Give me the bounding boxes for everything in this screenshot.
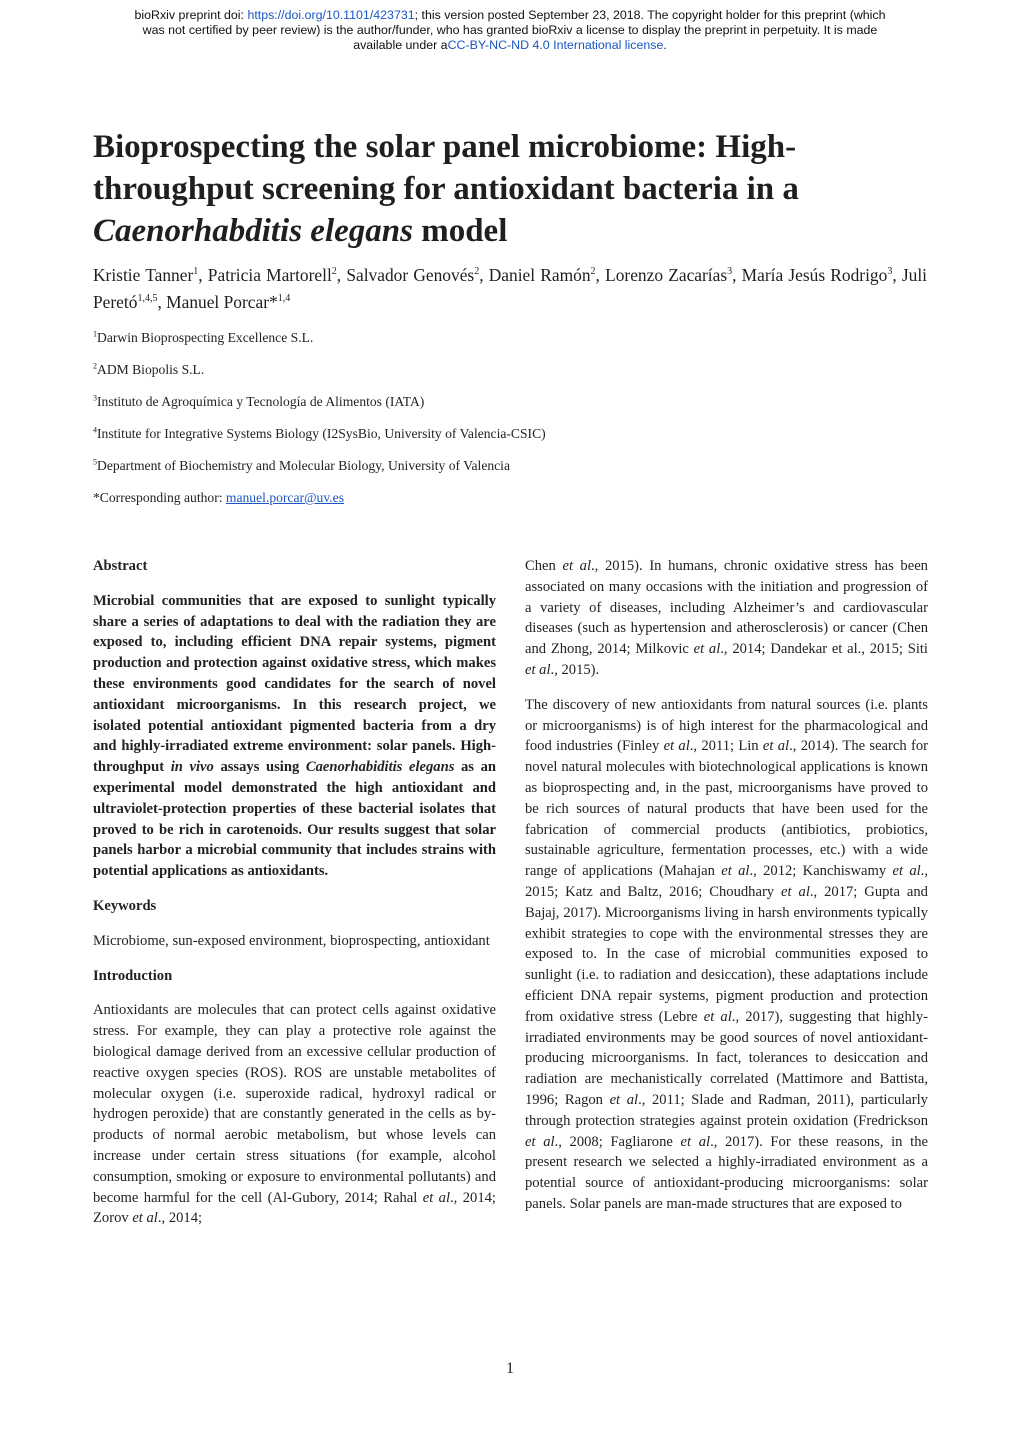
- banner-line-3: available under aCC-BY-NC-ND 4.0 International license.: [353, 38, 667, 52]
- author-name: Kristie Tanner: [93, 265, 194, 285]
- author-affiliation-marker: 1,4: [277, 293, 291, 305]
- affiliation-3: $^3$Instituto de Agroquímica y Tecnología de Alimentos (IATA): [93, 393, 425, 409]
- keywords-heading: Keywords: [93, 897, 157, 914]
- corresponding-author: *Corresponding author: manuel.porcar@uv.es: [93, 490, 344, 505]
- author-name: María Jesús Rodrigo: [741, 265, 888, 285]
- paper-title: Bioprospecting the solar panel microbiome: High-throughput screening for antioxidant bacteria in a Caenorhabditis elegans model: [93, 129, 799, 249]
- left-column: [93, 556, 496, 1229]
- author-list: Kristie Tanner$^1$, Patricia Martorell$^2$, Salvador Genovés$^2$, Daniel Ramón$^2$, Lorenzo Zacarías$^3$, María Jesús Rodrigo$^3$, Juli Peretó$^{1,4,5}$, Manuel Porcar*$^{1,4}$: [93, 265, 927, 312]
- introduction-paragraph: Antioxidants are molecules that can protect cells against oxidative stress. For example, they can play a protective role against the biological damage derived from an excessive cellular production of reactive oxygen species (ROS). ROS are unstable metabolites of molecular oxygen (i.e. superoxide radical, hydroxyl radical or hydrogen peroxide) that are constantly generated in the cells as by-products of normal aerobic metabolism, but whose levels can increase under certain stress situations (for example, alcohol consumption, smoking or exposure to environmental pollutants) and become harmful for the cell (Al-Gubory, 2014; Rahal et al., 2014; Zorov et al., 2014;: [93, 1002, 496, 1227]
- italic-text: et al: [562, 558, 592, 574]
- author-affiliation-marker: 1: [193, 266, 199, 278]
- italic-text: et al: [721, 863, 750, 880]
- italic-text: et al: [693, 641, 721, 658]
- italic-text: et al: [892, 863, 921, 880]
- author-affiliation-marker: 2: [331, 266, 337, 278]
- text-run: ., 2014). The search for novel natural molecules with biotechnological applications is known as bioprospecting and, in the past, microorganisms have proved to be rich sources of natural products that have been used for the fabrication of commercial products (antibiotics, probiotics, sustainable agriculture, fermentation processes, etc.) with a wide range of applications (Mahajan: [525, 738, 928, 880]
- author-affiliation-marker: 2: [590, 266, 596, 278]
- intro-paragraph-2: [525, 695, 928, 1215]
- author-name: Lorenzo Zacarías: [605, 265, 728, 285]
- text-run: ., 2012; Kanchiswamy: [749, 863, 893, 880]
- affiliation-5: $^5$Department of Biochemistry and Molecular Biology, University of Valencia: [93, 457, 510, 473]
- italic-text: et al: [680, 1133, 711, 1150]
- affiliation-1: $^1$Darwin Bioprospecting Excellence S.L.: [93, 329, 314, 345]
- preprint-banner: [60, 8, 960, 53]
- doi-link[interactable]: https://doi.org/10.1101/423731: [247, 8, 415, 22]
- license-link[interactable]: CC-BY-NC-ND 4.0 International license: [447, 38, 664, 52]
- author-affiliation-marker: 3: [887, 266, 893, 278]
- keywords-text: Microbiome, sun-exposed environment, bioprospecting, antioxidant: [93, 932, 490, 949]
- banner-line-1: bioRxiv preprint doi: https://doi.org/10.1101/423731; this version posted September 23, 2018. The copyright holder for this preprint (which: [134, 8, 886, 22]
- text-run: ., 2017). For these reasons, in the present research we selected a highly-irradiated environment as a potential source of antioxidant-producing microorganisms: solar panels. Solar panels are man-made structures that are exposed to: [525, 1133, 928, 1212]
- text-run: ., 2015). In humans, chronic oxidative stress has been associated on many occasions with the initiation and progression of a variety of diseases, including Alzheimer’s and cardiovascular diseases (such as hypertension and atherosclerosis) or cancer (Chen and Zhong, 2014; Milkovic: [525, 558, 928, 658]
- introduction-heading: Introduction: [93, 967, 173, 984]
- text-run: ., 2015; Katz and Baltz, 2016; Choudhary: [525, 863, 928, 900]
- author-name: Daniel Ramón: [488, 265, 591, 285]
- italic-text: et al: [781, 883, 810, 900]
- author-affiliation-marker: 3: [727, 266, 733, 278]
- italic-text: et al: [525, 1133, 555, 1150]
- text-run: The discovery of new antioxidants from natural sources (i.e. plants or microorganisms) is of high interest for the pharmacological and food industries (Finley: [525, 696, 928, 755]
- author-affiliation-marker: 1,4,5: [137, 293, 158, 305]
- email-link[interactable]: manuel.porcar@uv.es: [225, 490, 344, 505]
- author-name: Juli Peretó: [93, 265, 927, 312]
- text-run: Chen: [525, 558, 563, 574]
- text-run: ., 2011; Slade and Radman, 2011), particularly through protection strategies against protein oxidation (Fredrickson: [525, 1091, 928, 1129]
- text-run: ., 2014; Dandekar et al., 2015; Siti: [720, 641, 928, 658]
- italic-text: et al: [703, 1008, 732, 1025]
- text-run: ., 2015).: [550, 661, 600, 678]
- intro-paragraph-continued: [525, 556, 928, 681]
- abstract-text: Microbial communities that are exposed to sunlight typically share a series of adaptations to deal with the radiation they are exposed to, including efficient DNA repair systems, pigment production and protection against oxidative stress, which makes these environments good candidates for the search of novel antioxidant microorganisms. In this research project, we isolated potential antioxidant pigmented bacteria from a dry and highly-irradiated extreme environment: solar panels. High-throughput in vivo assays using Caenorhabiditis elegans as an experimental model demonstrated the high antioxidant and ultraviolet-protection properties of these bacterial isolates that proved to be rich in carotenoids. Our results suggest that solar panels harbor a microbial community that includes strains with potential applications as antioxidants.: [93, 592, 496, 880]
- italic-text: et al: [762, 738, 790, 755]
- author-name: Manuel Porcar*: [166, 292, 278, 312]
- text-run: ., 2011; Lin: [689, 738, 763, 755]
- italic-text: et al: [663, 738, 690, 755]
- right-column: [525, 556, 928, 1215]
- author-affiliation-marker: 2: [474, 266, 480, 278]
- affiliation-4: $^4$Institute for Integrative Systems Biology (I2SysBio, University of Valencia-CSIC): [93, 425, 546, 441]
- italic-text: et al: [609, 1091, 639, 1108]
- text-run: ., 2017; Gupta and Bajaj, 2017). Microorganisms living in harsh environments typically exhibit strategies to cope with the environmental stresses they are exposed to. In the case of microbial communities exposed to sunlight (i.e. to radiation and desiccation), these adaptations include efficient DNA repair systems, pigment production and protection from oxidative stress (Lebre: [525, 883, 928, 1025]
- abstract-heading: Abstract: [93, 558, 148, 574]
- affiliation-2: $^2$ADM Biopolis S.L.: [93, 361, 205, 377]
- text-run: ., 2008; Fagliarone: [554, 1133, 681, 1150]
- page-number: 1: [506, 1360, 514, 1377]
- italic-text: et al: [525, 661, 551, 678]
- text-run: ., 2017), suggesting that highly-irradiated environments may be good sources of novel antioxidant-producing microorganisms. In fact, tolerances to desiccation and radiation are mechanistically correlated (Mattimore and Battista, 1996; Ragon: [525, 1008, 928, 1108]
- author-name: Salvador Genovés: [346, 265, 475, 285]
- author-name: Patricia Martorell: [207, 265, 332, 285]
- banner-line-2: was not certified by peer review) is the author/funder, who has granted bioRxiv a license to display the preprint in perpetuity. It is made: [142, 23, 878, 37]
